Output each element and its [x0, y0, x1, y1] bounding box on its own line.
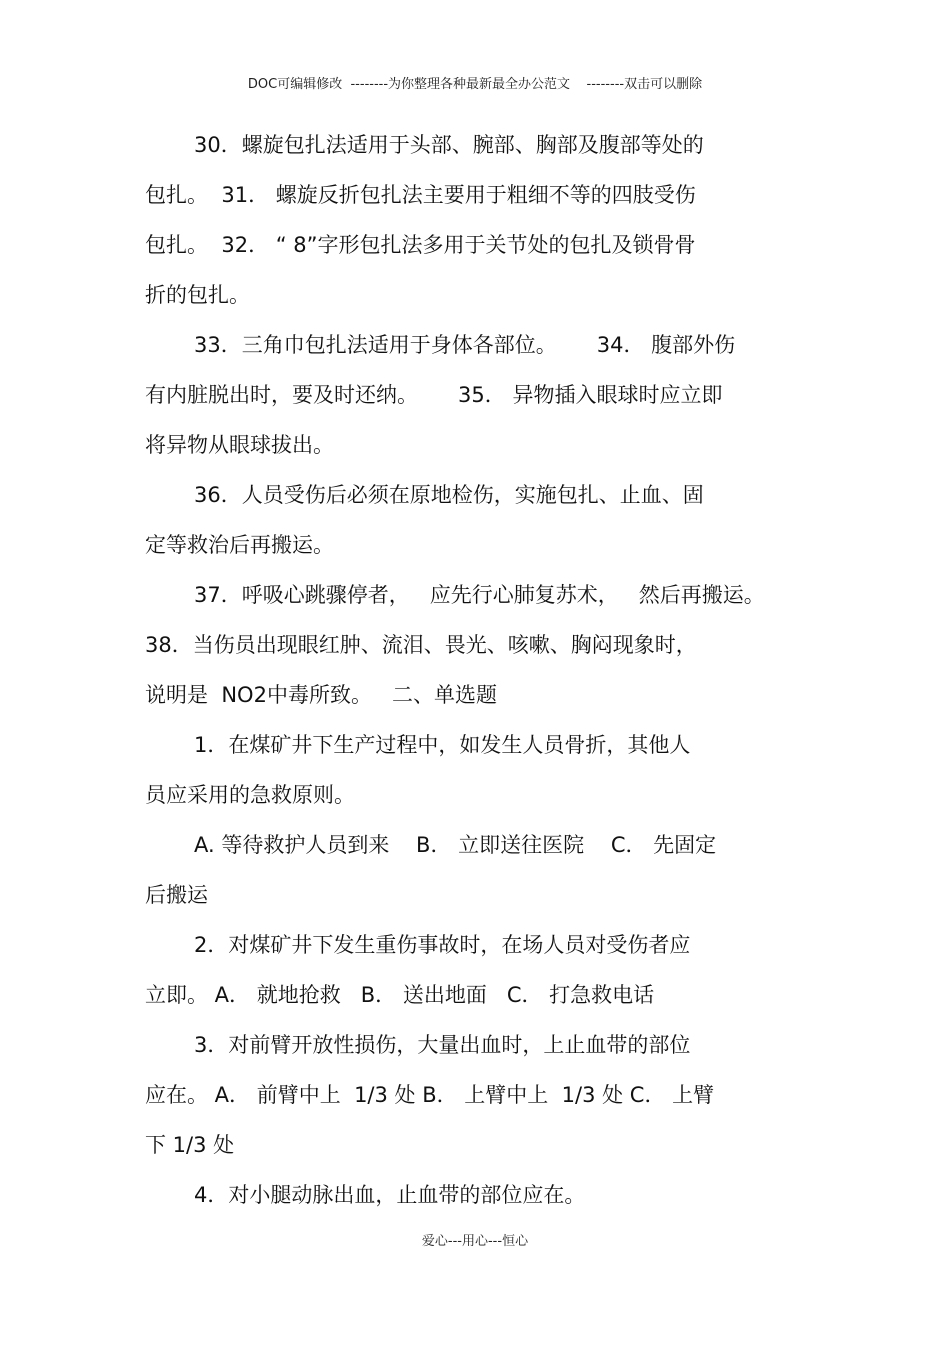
- text-line-1: 30．螺旋包扎法适用于头部、腕部、胸部及腹部等处的: [194, 133, 704, 157]
- text-line-2: 包扎。 31． 螺旋反折包扎法主要用于粗细不等的四肢受伤: [145, 183, 696, 207]
- text-line-13: 1．在煤矿井下生产过程中，如发生人员骨折，其他人: [194, 733, 691, 757]
- text-line-8: 36．人员受伤后必须在原地检伤，实施包扎、止血、固: [194, 483, 704, 507]
- text-line-22: 4．对小腿动脉出血，止血带的部位应在。: [194, 1183, 586, 1207]
- text-line-18: 立即。 A． 就地抢救 B． 送出地面 C． 打急救电话: [145, 983, 655, 1007]
- text-line-21: 下 1/3 处: [145, 1133, 235, 1157]
- text-line-16: 后搬运: [145, 883, 208, 907]
- text-line-5: 33．三角巾包扎法适用于身体各部位。 34． 腹部外伤: [194, 333, 736, 357]
- text-line-6: 有内脏脱出时，要及时还纳。 35． 异物插入眼球时应立即: [145, 383, 723, 407]
- text-line-14: 员应采用的急救原则。: [145, 783, 355, 807]
- text-line-3: 包扎。 32． “ 8”字形包扎法多用于关节处的包扎及锁骨骨: [145, 233, 696, 257]
- page-footer: 爱心---用心---恒心: [421, 1234, 529, 1249]
- text-line-11: 38．当伤员出现眼红肿、流泪、畏光、咳嗽、胸闷现象时，: [145, 633, 697, 657]
- text-line-15: A. 等待救护人员到来 B． 立即送往医院 C． 先固定: [194, 833, 717, 857]
- text-line-19: 3．对前臂开放性损伤，大量出血时，上止血带的部位: [194, 1033, 691, 1057]
- text-line-7: 将异物从眼球拔出。: [145, 433, 334, 457]
- text-line-10: 37．呼吸心跳骤停者， 应先行心肺复苏术， 然后再搬运。: [194, 583, 765, 607]
- text-line-12: 说明是 NO2中毒所致。 二、单选题: [145, 683, 497, 707]
- text-line-4: 折的包扎。: [145, 283, 250, 307]
- text-line-20: 应在。 A． 前臂中上 1/3 处 B． 上臂中上 1/3 处 C． 上臂: [145, 1083, 715, 1107]
- text-line-17: 2．对煤矿井下发生重伤事故时，在场人员对受伤者应: [194, 933, 691, 957]
- page-header: DOC可编辑修改 --------为你整理各种最新最全办公范文 --------双击可以删除: [247, 77, 703, 92]
- text-line-9: 定等救治后再搬运。: [145, 533, 334, 557]
